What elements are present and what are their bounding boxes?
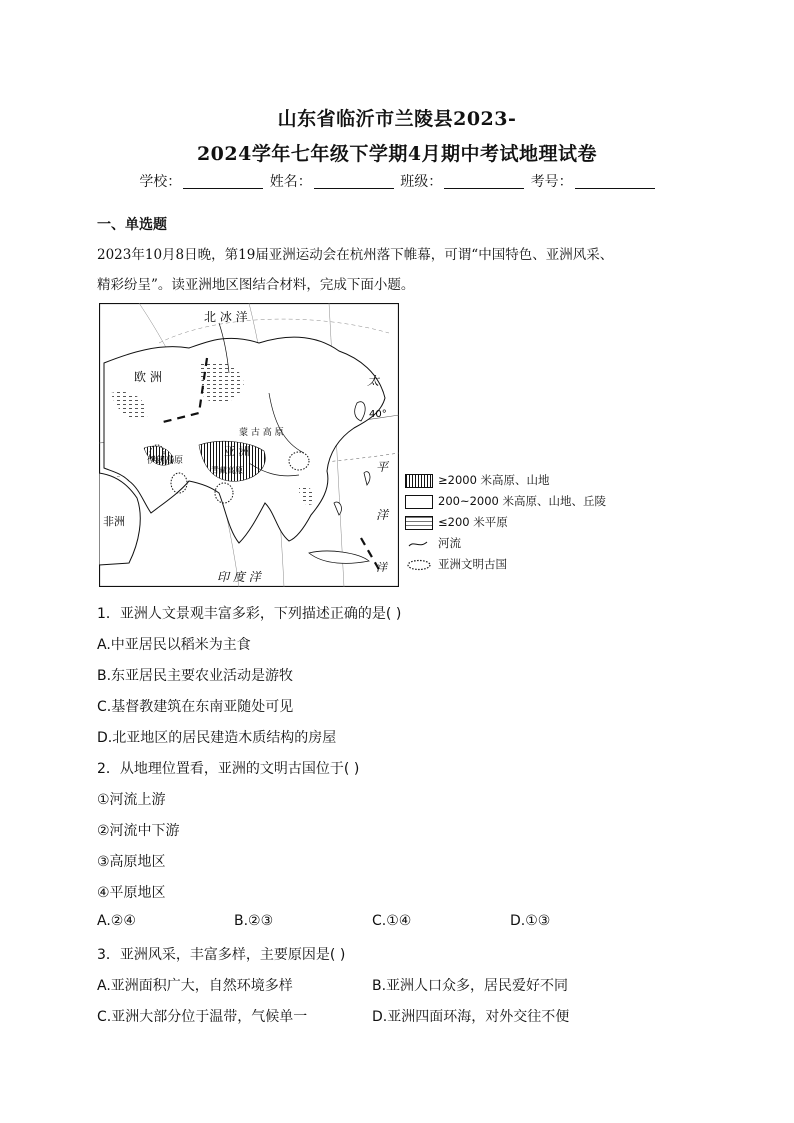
label-pacific-1: 太 [367, 374, 380, 388]
student-info-fields [0, 171, 794, 191]
intro-text [97, 240, 697, 300]
q3-option-a[interactable]: A.亚洲面积广大，自然环境多样 [97, 978, 293, 994]
class-field: 班级： [400, 171, 524, 191]
label-latitude-40: 40° [369, 409, 387, 420]
q2-options [97, 913, 697, 933]
q1-option-c[interactable]: C.基督教建筑在东南亚随处可见 [97, 699, 294, 715]
legend-low-swatch [405, 516, 433, 530]
name-field: 姓名： [270, 171, 394, 191]
q3-options-row-2 [97, 1006, 697, 1026]
q3-options-row-1 [97, 975, 697, 995]
label-arctic: 北 冰 洋 [204, 310, 248, 324]
intro-line-2: 精彩纷呈”。读亚洲地区图结合材料，完成下面小题。 [97, 277, 415, 293]
label-pacific-3: 洋 [376, 508, 389, 522]
label-tibet: 青藏高原 [211, 466, 243, 475]
question-2-stem: 2．从地理位置看，亚洲的文明古国位于( ) [97, 761, 360, 777]
q1-option-b[interactable]: B.东亚居民主要农业活动是游牧 [97, 668, 294, 684]
civilization-icon [405, 558, 433, 572]
section-heading: 一、单选题 [97, 217, 167, 233]
q3-option-d[interactable]: D.亚洲四面环海，对外交往不便 [372, 1009, 570, 1025]
legend-mid: 200~2000 米高原、山地、丘陵 [405, 493, 606, 514]
q2-option-b[interactable]: B.②③ [234, 913, 274, 929]
title-line-2: 2024学年七年级下学期4月期中考试地理试卷 [196, 143, 598, 165]
label-pacific-2: 平 [376, 460, 389, 474]
title-line-1: 山东省临沂市兰陵县2023- [277, 108, 517, 130]
river-icon [405, 537, 433, 551]
label-europe: 欧 洲 [134, 370, 162, 384]
legend-civilization: 亚洲文明古国 [405, 556, 606, 577]
q2-option-c[interactable]: C.①④ [372, 913, 412, 929]
q1-option-d[interactable]: D.北亚地区的居民建造木质结构的房屋 [97, 730, 337, 746]
q1-option-a[interactable]: A.中亚居民以稻米为主食 [97, 637, 251, 653]
name-blank[interactable] [314, 174, 394, 189]
school-field: 学校： [139, 171, 263, 191]
legend-low: ≤200 米平原 [405, 514, 606, 535]
label-indian-ocean: 印 度 洋 [217, 570, 261, 584]
label-africa: 非洲 [103, 515, 125, 528]
question-3-stem: 3．亚洲风采，丰富多样，主要原因是( ) [97, 947, 346, 963]
legend-high: ≥2000 米高原、山地 [405, 472, 606, 493]
label-iran: 伊朗高原 [147, 456, 184, 466]
q2-item-3: ③高原地区 [97, 854, 166, 870]
legend-river: 河流 [405, 535, 606, 556]
q3-option-c[interactable]: C.亚洲大部分位于温带，气候单一 [97, 1009, 308, 1025]
q2-option-d[interactable]: D.①③ [510, 913, 551, 929]
map-legend [405, 472, 606, 577]
question-1-stem: 1．亚洲人文景观丰富多彩，下列描述正确的是( ) [97, 606, 402, 622]
q2-item-1: ①河流上游 [97, 792, 166, 808]
label-ocean: 洋 [376, 561, 387, 574]
label-asia: 亚 洲 [224, 445, 250, 458]
intro-line-1: 2023年10月8日晚，第19届亚洲运动会在杭州落下帷幕，可谓“中国特色、亚洲风采、 [97, 247, 614, 263]
exam-number-field: 考号： [531, 171, 655, 191]
school-blank[interactable] [183, 174, 263, 189]
exam-number-blank[interactable] [575, 174, 655, 189]
asia-map [99, 303, 399, 587]
label-mongolia: 蒙 古 高 原 [239, 428, 284, 438]
q2-item-4: ④平原地区 [97, 885, 166, 901]
q2-option-a[interactable]: A.②④ [97, 913, 136, 929]
class-blank[interactable] [444, 174, 524, 189]
legend-mid-swatch [405, 495, 433, 509]
q3-option-b[interactable]: B.亚洲人口众多，居民爱好不同 [372, 978, 569, 994]
q2-item-2: ②河流中下游 [97, 823, 180, 839]
legend-high-swatch [405, 474, 433, 488]
